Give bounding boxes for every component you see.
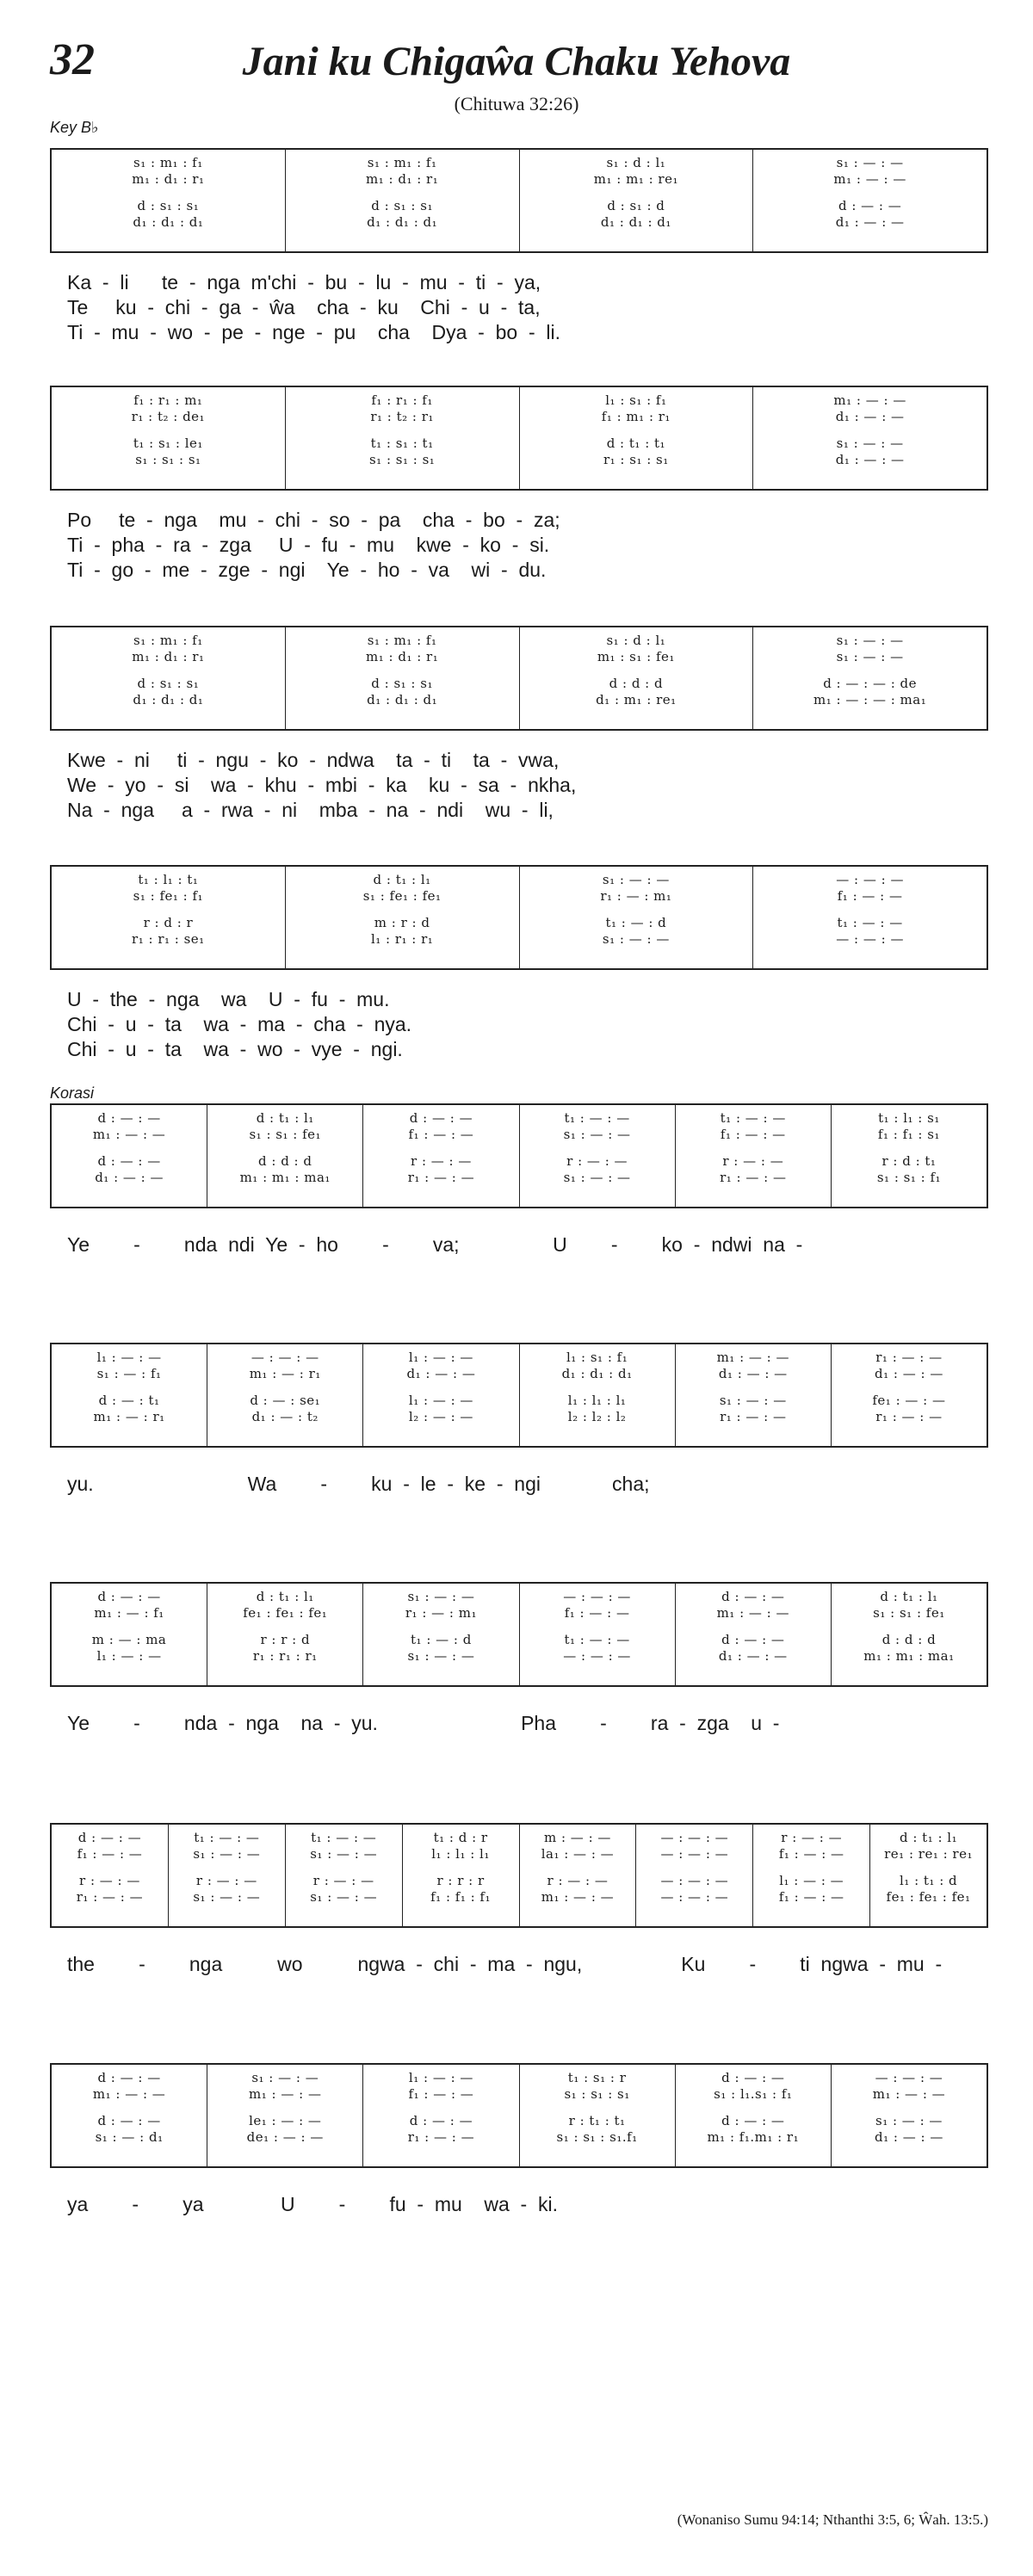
note-row: s₁ : — : — (836, 155, 904, 170)
note-row: r₁ : t₂ : r₁ (370, 409, 434, 424)
note-row: r₁ : — : — (720, 1170, 787, 1185)
note-row: r₁ : — : — (407, 1170, 475, 1185)
note-row: s₁ : fe₁ : fe₁ (362, 888, 442, 904)
note-row: d : t₁ : l₁ (899, 1830, 958, 1845)
note-row: t₁ : l₁ : s₁ (878, 1110, 940, 1126)
measure (363, 1105, 519, 1207)
note-row: d₁ : — : — (835, 452, 905, 467)
note-row: m₁ : — : — (249, 2086, 322, 2102)
note-row: s₁ : — : — (563, 1127, 631, 1142)
note-row: d : t₁ : l₁ (256, 1589, 314, 1604)
measure (207, 1344, 363, 1446)
note-row: d₁ : — : — (718, 1366, 788, 1381)
note-row: s₁ : s₁ : s₁ (368, 452, 436, 467)
note-row: t₁ : — : — (311, 1830, 377, 1845)
note-row: d : d : d (258, 1153, 312, 1169)
measure (676, 1344, 832, 1446)
measure (676, 2065, 832, 2166)
note-row: f₁ : — : — (720, 1127, 786, 1142)
note-row: s₁ : — : — (719, 1393, 787, 1408)
measure (832, 1344, 987, 1446)
note-row: m₁ : f₁.m₁ : r₁ (707, 2129, 800, 2145)
note-row: s₁ : s₁ : fe₁ (873, 1605, 945, 1621)
note-row: — : — : — (660, 1889, 729, 1905)
note-row: d : s₁ : s₁ (137, 198, 200, 213)
measure (363, 1344, 519, 1446)
lyrics-block (50, 1952, 988, 1977)
note-row: s₁ : — : — (875, 2113, 943, 2128)
note-row: d₁ : — : — (835, 214, 905, 230)
note-row: t₁ : — : — (194, 1830, 260, 1845)
note-row: l₁ : — : — (96, 1350, 162, 1365)
measure (286, 1825, 403, 1926)
note-row: m₁ : — : — (716, 1350, 789, 1365)
note-row: t₁ : d : r (433, 1830, 488, 1845)
note-row: s₁ : — : — (602, 931, 670, 947)
note-row: l₁ : s₁ : f₁ (605, 392, 667, 408)
lyric-line: Ti - pha - ra - zga U - fu - mu kwe - ko - si. (67, 534, 550, 556)
measure (286, 387, 520, 489)
note-row: r : — : — (566, 1153, 628, 1169)
note-row: d : — : — (97, 1589, 161, 1604)
staff (50, 2063, 988, 2168)
note-row: m : — : — (543, 1830, 611, 1845)
measure (363, 2065, 519, 2166)
measure (52, 1344, 207, 1446)
note-row: — : — : — (875, 2070, 943, 2085)
note-row: m₁ : — : — (92, 1127, 166, 1142)
note-row: l₂ : — : — (408, 1409, 473, 1424)
note-row: s₁ : m₁ : f₁ (133, 633, 203, 648)
measure (52, 627, 286, 729)
measure (520, 867, 754, 968)
note-row: r : — : — (411, 1153, 472, 1169)
song-header (0, 0, 1033, 136)
note-row: d : — : — (721, 1589, 785, 1604)
measure (286, 627, 520, 729)
note-row: t₁ : s₁ : r (567, 2070, 627, 2085)
measure (286, 867, 520, 968)
measure (636, 1825, 753, 1926)
note-row: s₁ : — : — (602, 872, 670, 887)
note-row: m₁ : — : — : ma₁ (813, 692, 927, 707)
note-row: m₁ : — : — (833, 171, 906, 187)
measure (207, 2065, 363, 2166)
note-row: d : t₁ : t₁ (606, 436, 666, 451)
note-row: d₁ : — : — (875, 1366, 943, 1381)
note-row: d : s₁ : d (607, 198, 665, 213)
measure (286, 150, 520, 251)
note-row: f₁ : f₁ : s₁ (877, 1127, 940, 1142)
note-row: s₁ : — : f₁ (96, 1366, 162, 1381)
measure (520, 1105, 676, 1207)
note-row: d : t₁ : l₁ (256, 1110, 314, 1126)
measure (52, 1584, 207, 1685)
note-row: s₁ : s₁ : s₁.f₁ (556, 2129, 638, 2145)
note-row: s₁ : — : — (836, 436, 904, 451)
lyric-line: yu. Wa - ku - le - ke - ngi cha; (67, 1473, 650, 1495)
note-row: s₁ : d : l₁ (606, 633, 666, 648)
measure (520, 387, 754, 489)
note-row: t₁ : — : — (564, 1632, 630, 1647)
note-row: m₁ : — : r₁ (93, 1409, 165, 1424)
lyric-line: Ti - go - me - zge - ngi Ye - ho - va wi - du. (67, 559, 547, 581)
measure (676, 1105, 832, 1207)
note-row: s₁ : — : — (193, 1846, 261, 1862)
lyric-line: Ye - nda - nga na - yu. Pha - ra - zga u - (67, 1712, 780, 1734)
note-row: l₁ : — : — (96, 1648, 162, 1664)
note-row: m₁ : — : — (541, 1889, 615, 1905)
note-row: d : s₁ : s₁ (371, 676, 433, 691)
note-row: t₁ : — : — (720, 1110, 786, 1126)
lyric-line: Chi - u - ta wa - wo - vye - ngi. (67, 1038, 403, 1060)
note-row: f₁ : m₁ : r₁ (601, 409, 671, 424)
note-row: d₁ : d₁ : d₁ (600, 214, 671, 230)
note-row: d₁ : d₁ : d₁ (367, 214, 438, 230)
note-row: r₁ : — : — (875, 1350, 943, 1365)
note-row: m₁ : — : r₁ (249, 1366, 321, 1381)
note-row: d : — : — (838, 198, 902, 213)
note-row: d₁ : — : — (718, 1648, 788, 1664)
measure (169, 1825, 286, 1926)
note-row: s₁ : — : — (563, 1170, 631, 1185)
lyrics-block (50, 987, 988, 1062)
staff (50, 1582, 988, 1687)
lyric-line: Ti - mu - wo - pe - nge - pu cha Dya - bo - li. (67, 321, 561, 343)
note-row: — : — : — (660, 1846, 729, 1862)
note-row: s₁ : l₁.s₁ : f₁ (714, 2086, 793, 2102)
note-row: s₁ : — : — (310, 1889, 378, 1905)
note-row: r₁ : s₁ : s₁ (603, 452, 669, 467)
note-row: r : r : d (260, 1632, 311, 1647)
note-row: fe₁ : fe₁ : fe₁ (243, 1605, 328, 1621)
note-row: la₁ : — : — (541, 1846, 615, 1862)
measure (52, 387, 286, 489)
note-row: t₁ : — : — (564, 1110, 630, 1126)
note-row: d : — : — (97, 2070, 161, 2085)
note-row: le₁ : — : — (249, 2113, 322, 2128)
note-row: r : d : t₁ (881, 1153, 937, 1169)
measure (832, 1105, 987, 1207)
note-row: s₁ : d : l₁ (606, 155, 666, 170)
note-row: t₁ : — : — (837, 915, 903, 930)
note-row: r : — : — (547, 1873, 609, 1888)
note-row: d : t₁ : l₁ (880, 1589, 938, 1604)
note-row: r₁ : r₁ : se₁ (132, 931, 205, 947)
note-row: — : — : — (836, 931, 904, 947)
note-row: r : r : r (436, 1873, 485, 1888)
measure (403, 1825, 520, 1926)
note-row: d : — : t₁ (98, 1393, 160, 1408)
measure (753, 627, 987, 729)
note-row: m₁ : d₁ : r₁ (366, 649, 439, 664)
note-row: r₁ : — : — (407, 2129, 475, 2145)
note-row: m₁ : d₁ : r₁ (366, 171, 439, 187)
staff (50, 1343, 988, 1448)
note-row: d₁ : m₁ : re₁ (596, 692, 677, 707)
note-row: s₁ : — : d₁ (95, 2129, 164, 2145)
note-row: r₁ : — : — (875, 1409, 943, 1424)
lyric-line: Te ku - chi - ga - ŵa cha - ku Chi - u - ta, (67, 296, 541, 318)
note-row: f₁ : — : — (778, 1889, 844, 1905)
note-row: r₁ : — : — (720, 1409, 787, 1424)
note-row: d₁ : d₁ : d₁ (367, 692, 438, 707)
note-row: d₁ : d₁ : d₁ (133, 214, 204, 230)
note-row: s₁ : — : — (836, 649, 904, 664)
note-row: r₁ : t₂ : de₁ (131, 409, 206, 424)
lyric-line: ya - ya U - fu - mu wa - ki. (67, 2193, 558, 2215)
note-row: d₁ : — : — (95, 1170, 164, 1185)
scripture-reference: (Chituwa 32:26) (454, 93, 579, 114)
note-row: d : — : — (97, 1110, 161, 1126)
note-row: d : — : — (409, 2113, 473, 2128)
note-row: l₁ : s₁ : f₁ (566, 1350, 628, 1365)
lyrics-block (50, 1472, 988, 1497)
lyric-line: Ka - li te - nga m'chi - bu - lu - mu - ti - ya, (67, 271, 541, 293)
note-row: d : — : — (721, 1632, 785, 1647)
note-row: d₁ : — : — (406, 1366, 476, 1381)
staff (50, 865, 988, 970)
note-row: l₁ : r₁ : r₁ (370, 931, 434, 947)
measure (753, 387, 987, 489)
note-row: — : — : — (563, 1589, 631, 1604)
measure (363, 1584, 519, 1685)
note-row: f₁ : — : — (564, 1605, 630, 1621)
staff (50, 148, 988, 253)
note-row: — : — : — (660, 1873, 729, 1888)
note-row: m₁ : m₁ : ma₁ (239, 1170, 331, 1185)
note-row: t₁ : — : d (605, 915, 667, 930)
note-row: m : r : d (374, 915, 430, 930)
note-row: s₁ : — : — (407, 1589, 475, 1604)
note-row: r : — : — (722, 1153, 784, 1169)
note-row: de₁ : — : — (246, 2129, 324, 2145)
note-row: m₁ : m₁ : ma₁ (863, 1648, 955, 1664)
note-row: l₁ : — : — (408, 1393, 473, 1408)
measure (520, 1584, 676, 1685)
note-row: s₁ : — : — (310, 1846, 378, 1862)
note-row: r : — : — (195, 1873, 257, 1888)
lyrics-block (50, 748, 988, 823)
note-row: f₁ : r₁ : f₁ (371, 392, 433, 408)
note-row: l₁ : — : — (408, 1350, 473, 1365)
note-row: — : — : — (836, 872, 904, 887)
note-row: — : — : — (563, 1648, 631, 1664)
note-row: l₁ : — : — (779, 1873, 844, 1888)
measure (52, 867, 286, 968)
note-row: f₁ : — : — (408, 1127, 474, 1142)
note-row: f₁ : — : — (778, 1846, 844, 1862)
note-row: t₁ : s₁ : t₁ (370, 436, 434, 451)
lyrics-block (50, 1232, 988, 1257)
note-row: m₁ : — : — (716, 1605, 789, 1621)
note-row: — : — : — (660, 1830, 729, 1845)
lyric-line: Po te - nga mu - chi - so - pa cha - bo - za; (67, 509, 560, 531)
note-row: fe₁ : fe₁ : fe₁ (886, 1889, 971, 1905)
measure (753, 867, 987, 968)
measure (520, 627, 754, 729)
note-row: d : — : — (97, 2113, 161, 2128)
measure (676, 1584, 832, 1685)
note-row: f₁ : r₁ : m₁ (133, 392, 203, 408)
staff (50, 1103, 988, 1208)
note-row: l₁ : — : — (408, 2070, 473, 2085)
measure (520, 2065, 676, 2166)
lyric-line: Chi - u - ta wa - ma - cha - nya. (67, 1013, 412, 1035)
note-row: t₁ : l₁ : t₁ (138, 872, 199, 887)
measure (870, 1825, 987, 1926)
note-row: l₁ : t₁ : d (899, 1873, 958, 1888)
note-row: f₁ : — : — (77, 1846, 143, 1862)
lyrics-block (50, 2192, 988, 2217)
staff (50, 386, 988, 491)
note-row: s₁ : s₁ : f₁ (876, 1170, 942, 1185)
measure (520, 150, 754, 251)
note-row: r₁ : — : m₁ (600, 888, 672, 904)
lyric-line: Ye - nda ndi Ye - ho - va; U - ko - ndwi na - (67, 1233, 803, 1256)
note-row: f₁ : — : — (837, 888, 903, 904)
note-row: s₁ : m₁ : f₁ (367, 633, 437, 648)
note-row: l₂ : l₂ : l₂ (567, 1409, 627, 1424)
note-row: d : — : — (721, 2070, 785, 2085)
note-row: d : d : d (881, 1632, 937, 1647)
note-row: s₁ : m₁ : f₁ (367, 155, 437, 170)
note-row: d : — : — (721, 2113, 785, 2128)
measure (520, 1344, 676, 1446)
note-row: s₁ : — : — (836, 633, 904, 648)
note-row: m : — : ma (91, 1632, 167, 1647)
lyric-line: Na - nga a - rwa - ni mba - na - ndi wu - li, (67, 799, 554, 821)
lyrics-block (50, 508, 988, 583)
note-row: s₁ : — : — (251, 2070, 319, 2085)
measure (207, 1584, 363, 1685)
measure (52, 2065, 207, 2166)
note-row: m₁ : d₁ : r₁ (132, 171, 205, 187)
lyrics-block (50, 270, 988, 345)
song-title: Jani ku Chigaŵa Chaku Yehova (242, 39, 791, 84)
measure (832, 2065, 987, 2166)
song-number: 32 (50, 35, 95, 84)
note-row: t₁ : — : d (411, 1632, 472, 1647)
note-row: d₁ : — : — (875, 2129, 943, 2145)
note-row: re₁ : re₁ : re₁ (884, 1846, 973, 1862)
measure (753, 150, 987, 251)
note-row: m₁ : m₁ : re₁ (593, 171, 678, 187)
lyric-line: the - nga wo ngwa - chi - ma - ngu, Ku - ti ngwa - mu - (67, 1953, 943, 1975)
note-row: m₁ : — : — (92, 2086, 166, 2102)
note-row: r₁ : — : m₁ (405, 1605, 477, 1621)
note-row: d : — : — : de (823, 676, 918, 691)
note-row: d : — : — (97, 1153, 161, 1169)
note-row: r : d : r (143, 915, 194, 930)
note-row: r : — : — (79, 1873, 140, 1888)
note-row: d : — : — (409, 1110, 473, 1126)
note-row: m₁ : d₁ : r₁ (132, 649, 205, 664)
footer-references: (Wonaniso Sumu 94:14; Nthanthi 3:5, 6; Ŵah. 13:5.) (677, 2511, 988, 2528)
note-row: d : — : — (77, 1830, 142, 1845)
key-signature: Key B♭ (50, 119, 99, 136)
note-row: s₁ : — : — (407, 1648, 475, 1664)
note-row: — : — : — (251, 1350, 319, 1365)
note-row: s₁ : s₁ : fe₁ (249, 1127, 322, 1142)
measure (832, 1584, 987, 1685)
note-row: r₁ : — : — (76, 1889, 144, 1905)
note-row: r₁ : r₁ : r₁ (252, 1648, 318, 1664)
measure (753, 1825, 870, 1926)
lyric-line: Kwe - ni ti - ngu - ko - ndwa ta - ti ta - vwa, (67, 749, 560, 771)
note-row: s₁ : s₁ : s₁ (564, 2086, 630, 2102)
note-row: r : t₁ : t₁ (568, 2113, 626, 2128)
note-row: d : — : se₁ (250, 1393, 321, 1408)
note-row: f₁ : — : — (408, 2086, 474, 2102)
note-row: d₁ : — : — (835, 409, 905, 424)
note-row: s₁ : s₁ : s₁ (135, 452, 201, 467)
note-row: f₁ : f₁ : f₁ (430, 1889, 491, 1905)
chorus-label: Korasi (50, 1084, 95, 1102)
note-row: d : s₁ : s₁ (137, 676, 200, 691)
note-row: d₁ : d₁ : d₁ (133, 692, 204, 707)
measure (52, 150, 286, 251)
measure (52, 1825, 169, 1926)
note-row: d : d : d (609, 676, 664, 691)
staff (50, 626, 988, 731)
note-row: d₁ : — : t₂ (251, 1409, 319, 1424)
note-row: r : — : — (312, 1873, 374, 1888)
measure (207, 1105, 363, 1207)
staff (50, 1823, 988, 1928)
note-row: t₁ : s₁ : le₁ (133, 436, 203, 451)
note-row: d : t₁ : l₁ (373, 872, 431, 887)
lyric-line: U - the - nga wa U - fu - mu. (67, 988, 390, 1010)
lyric-line: We - yo - si wa - khu - mbi - ka ku - sa - nkha, (67, 774, 577, 796)
note-row: s₁ : — : — (193, 1889, 261, 1905)
note-row: d : s₁ : s₁ (371, 198, 433, 213)
measure (52, 1105, 207, 1207)
note-row: s₁ : m₁ : f₁ (133, 155, 203, 170)
note-row: m₁ : — : — (833, 392, 906, 408)
lyrics-block (50, 1711, 988, 1736)
note-row: fe₁ : — : — (872, 1393, 946, 1408)
note-row: l₁ : l₁ : l₁ (567, 1393, 627, 1408)
note-row: m₁ : — : f₁ (94, 1605, 164, 1621)
note-row: m₁ : s₁ : fe₁ (597, 649, 675, 664)
measure (520, 1825, 637, 1926)
note-row: s₁ : fe₁ : f₁ (133, 888, 204, 904)
note-row: r : — : — (781, 1830, 843, 1845)
note-row: m₁ : — : — (872, 2086, 946, 2102)
note-row: l₁ : l₁ : l₁ (431, 1846, 490, 1862)
note-row: d₁ : d₁ : d₁ (561, 1366, 633, 1381)
